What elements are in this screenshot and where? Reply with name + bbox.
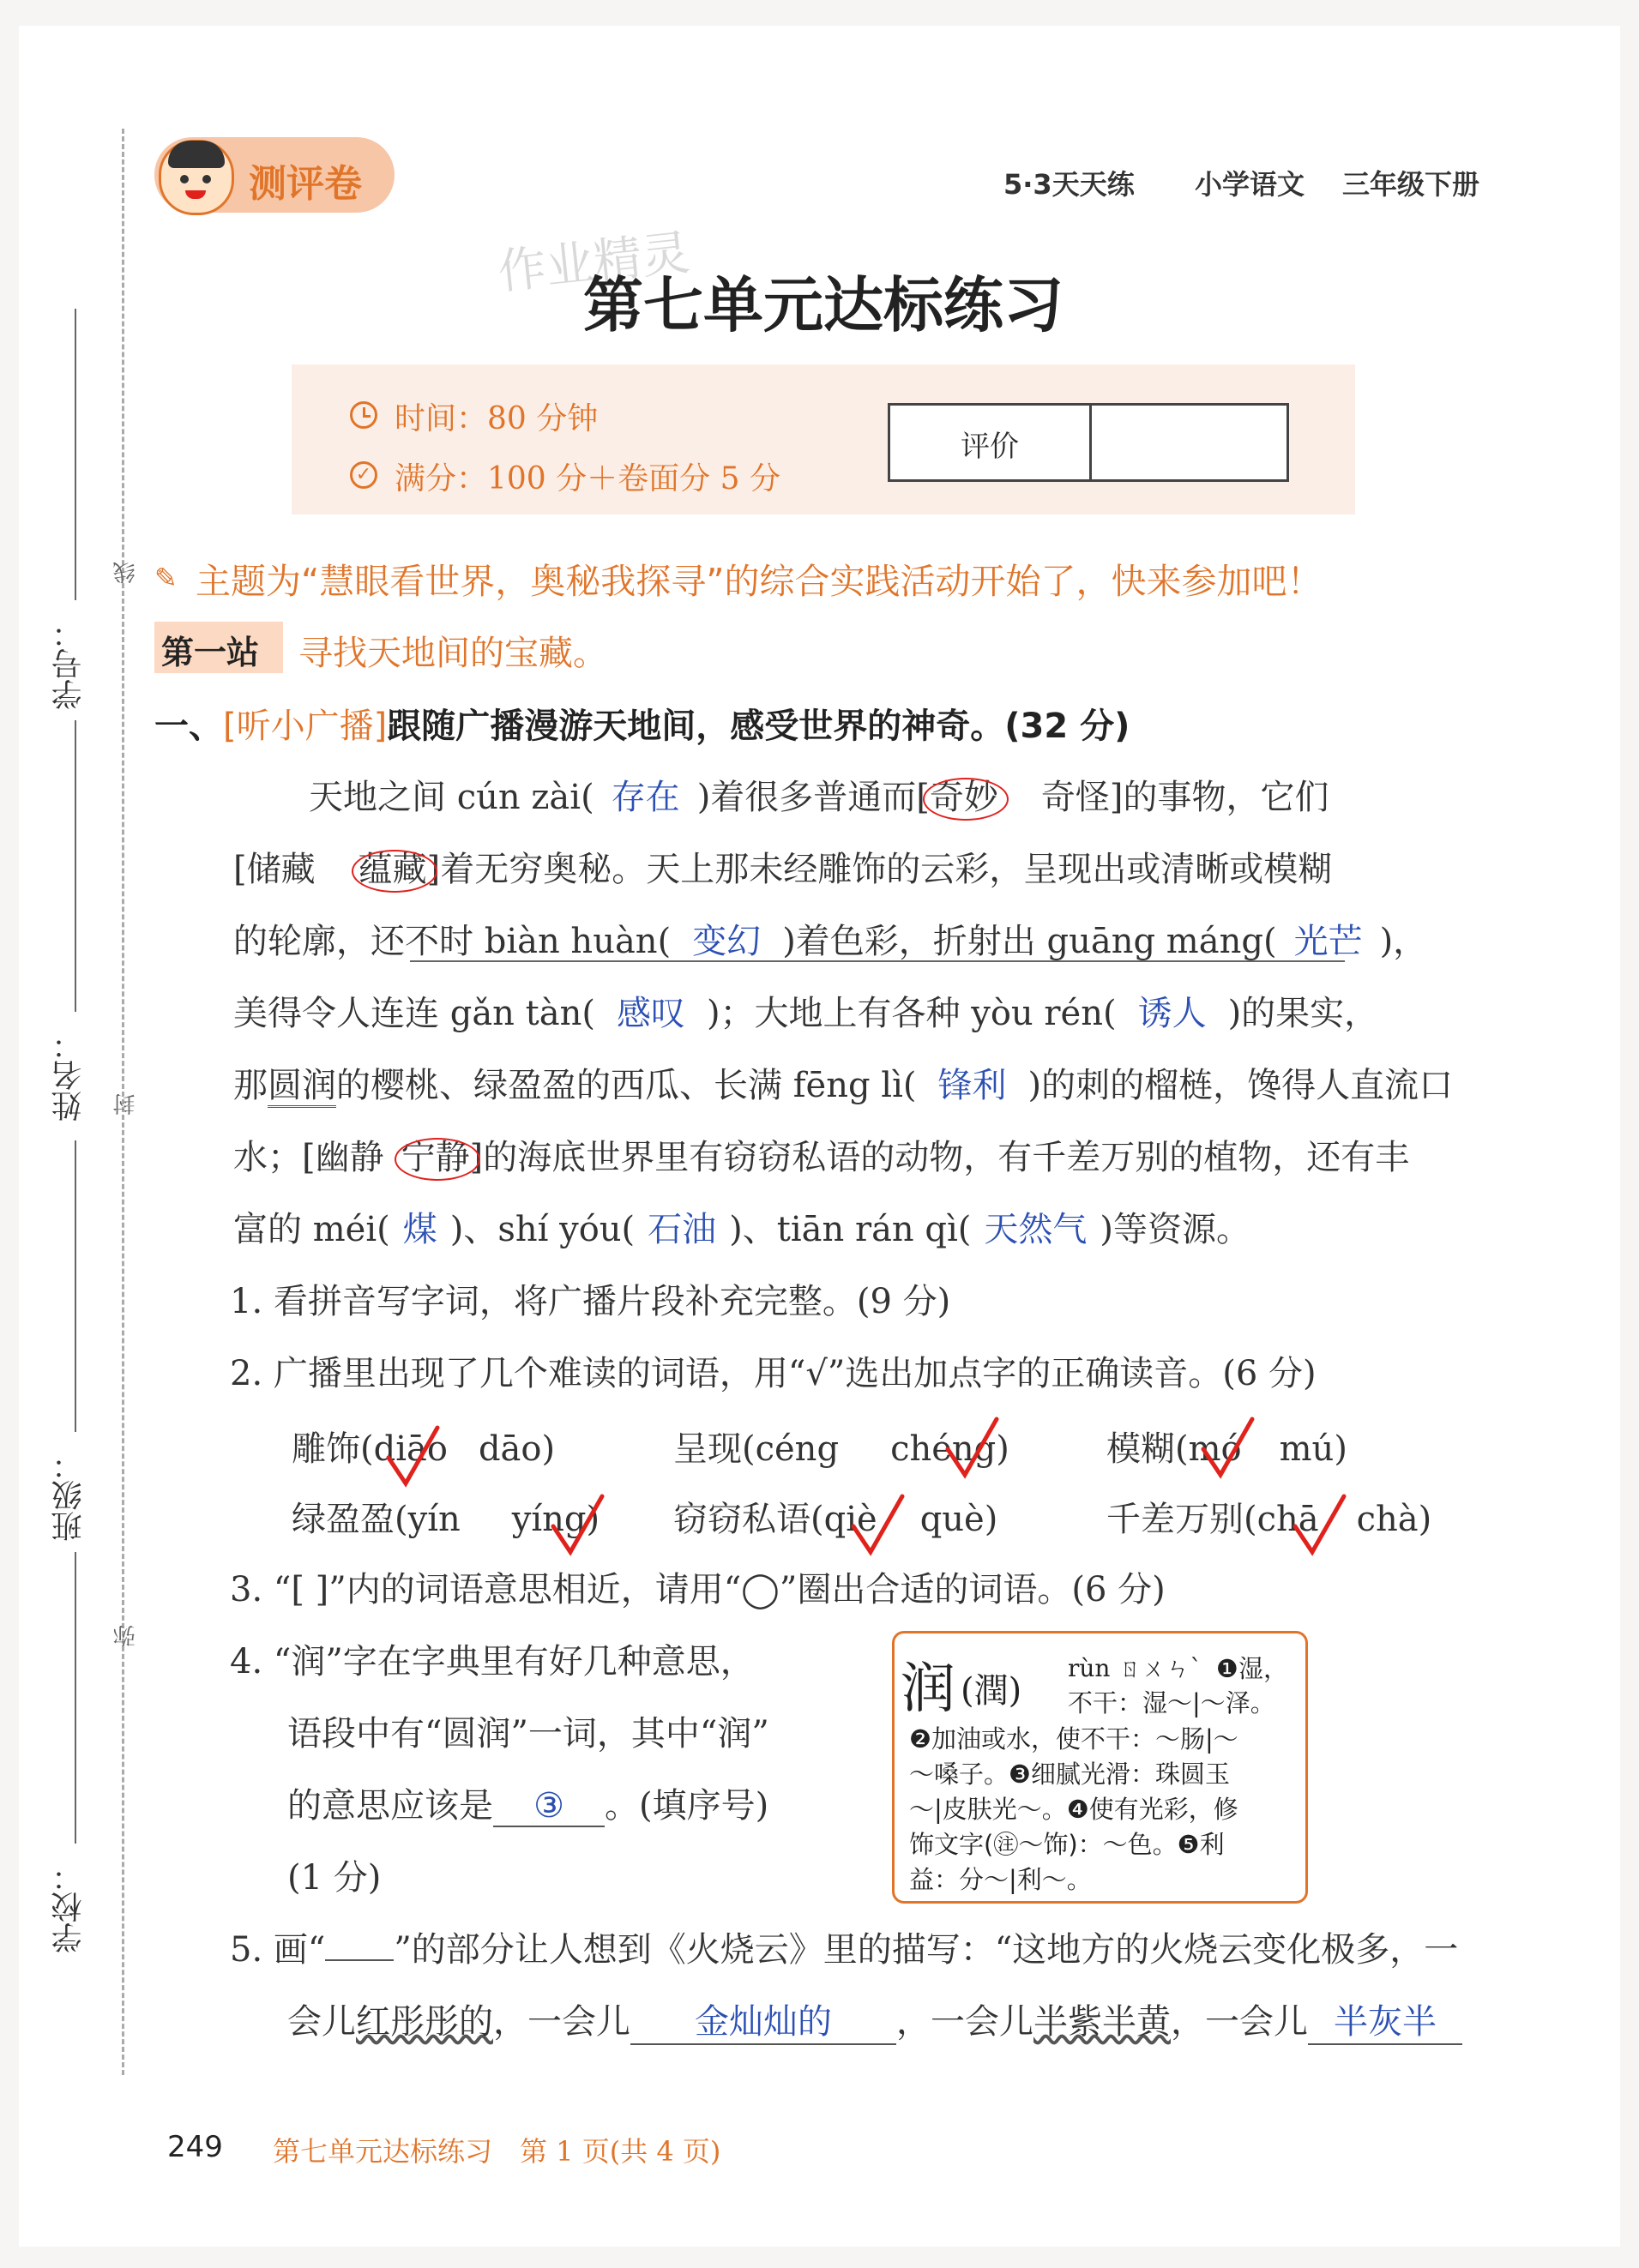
option-ningjing[interactable]: 宁静	[401, 1138, 470, 1177]
option-cheng[interactable]: chéng	[890, 1429, 997, 1469]
option-cha1[interactable]: chā	[1256, 1500, 1319, 1539]
passage-line-7: 富的 méi( 煤 )、shí yóu( 石油 )、tiān rán qì( 天然气 )等资源。	[233, 1202, 1250, 1251]
red-circle-mark	[923, 778, 1009, 821]
option-youjing[interactable]: 幽静	[315, 1138, 384, 1177]
question-1: 1. 看拼音写字词，将广播片段补充完整。(9 分)	[230, 1282, 951, 1321]
q2-item-mohu: 模糊(mó mú)	[1106, 1429, 1347, 1469]
station-text: 寻找天地间的宝藏。	[298, 634, 607, 673]
passage-line-2: [储藏 蕴藏 ]着无穷奥秘。天上那未经雕饰的云彩，呈现出或清晰或模糊	[233, 842, 1332, 891]
section1-heading: 一、[听小广播]跟随广播漫游天地间，感受世界的神奇。(32 分)	[154, 707, 1130, 746]
dict-line-3: ❷加油或水，使不干：～肠|～	[909, 1724, 1238, 1754]
red-circle-mark	[352, 850, 437, 893]
class-field	[75, 1140, 76, 1432]
header-grade: 三年级下册	[1342, 168, 1480, 201]
evaluation-box	[888, 403, 1289, 482]
red-check-icon	[384, 1423, 444, 1492]
answer-fengli: 锋利	[937, 1066, 1007, 1105]
q2-item-qianchawanbie: 千差万别(chā chà)	[1106, 1500, 1432, 1539]
station-label: 第一站	[161, 634, 260, 671]
answer-gantan: 感叹	[616, 994, 685, 1033]
dict-line-4: ～嗓子。❸细腻光滑：珠圆玉	[909, 1760, 1230, 1789]
option-cha4[interactable]: chà	[1356, 1500, 1419, 1539]
q2-item-chengxian: 呈现(céng chéng)	[673, 1429, 1009, 1469]
dict-pinyin: rùn ㄖㄨㄣˋ	[1068, 1654, 1202, 1682]
footer-text: 第七单元达标练习 第 1 页(共 4 页)	[273, 2135, 721, 2168]
binding-mark-seal2: 弥	[113, 1625, 139, 1647]
school-label: 学校：	[51, 1861, 87, 1953]
theme-icon: ✎	[154, 562, 178, 594]
option-dao[interactable]: dāo	[478, 1429, 542, 1469]
header-subject: 小学语文	[1195, 168, 1305, 201]
dict-char: 润	[901, 1657, 955, 1721]
theme-text: 主题为“慧眼看世界，奥秘我探寻”的综合实践活动开始了，快来参加吧！	[196, 561, 1323, 602]
dict-line-2: 不干：湿～|～泽。	[1068, 1688, 1275, 1718]
school-field	[75, 1552, 76, 1844]
page-number: 249	[167, 2130, 223, 2164]
mascot-icon	[159, 140, 234, 215]
answer-banhuiban[interactable]: 半灰半	[1308, 1994, 1462, 2045]
answer-q4[interactable]: ③	[493, 1786, 605, 1827]
binding-mark-line: 线	[113, 562, 139, 584]
red-check-icon	[849, 1492, 909, 1561]
name-label: 姓名：	[51, 1029, 87, 1122]
badge-label: 测评卷	[249, 162, 362, 206]
option-qimiao[interactable]: 奇妙	[930, 778, 998, 817]
question-3: 3. “[ ]”内的词语意思相近，请用“◯”圈出合适的词语。(6 分)	[230, 1570, 1166, 1609]
header-book: 5·3天天练	[1003, 168, 1135, 201]
option-diao[interactable]: diāo	[373, 1429, 448, 1469]
class-label: 班级：	[51, 1449, 87, 1542]
option-qiguai[interactable]: 奇怪	[1040, 778, 1110, 817]
wavy-banzibanhuang: 半紫半黄	[1033, 2002, 1171, 2042]
answer-tianranqi: 天然气	[984, 1210, 1088, 1249]
wavy-hongtongtong: 红彤彤的	[356, 2002, 493, 2042]
time-limit: 时间：80 分钟	[395, 401, 599, 436]
question-4-line-2: 语段中有“圆润”一词，其中“润”	[287, 1714, 769, 1754]
question-4-line-1: 4. “润”字在字典里有好几种意思，	[230, 1642, 755, 1681]
option-ceng[interactable]: céng	[755, 1429, 840, 1469]
page-title: 第七单元达标练习	[583, 269, 1064, 340]
question-5-line-2: 会儿红彤彤的，一会儿 金灿灿的 ，一会儿半紫半黄，一会儿 半灰半	[287, 1994, 1462, 2045]
q2-item-qieqiesiyu: 窃窃私语(qiè què)	[673, 1500, 998, 1539]
answer-guangmang: 光芒	[1293, 922, 1363, 961]
dict-line-6: 饰文字(㊟～饰)：～色。❺利	[909, 1830, 1225, 1859]
underlined-yuanrun: 圆润	[268, 1066, 336, 1108]
answer-shiyou: 石油	[648, 1210, 717, 1249]
student-no-label: 学号：	[51, 617, 87, 710]
dict-line-1: ❶湿，	[1216, 1654, 1288, 1683]
q2-item-diaoshi: 雕饰(diāo dāo)	[292, 1429, 556, 1469]
answer-cunzai: 存在	[611, 778, 680, 817]
red-check-icon	[1291, 1492, 1351, 1561]
q2-item-lvyingying: 绿盈盈(yín yíng)	[292, 1500, 600, 1539]
question-5-line-1: 5. 画“ ”的部分让人想到《火烧云》里的描写：“这地方的火烧云变化极多，一	[230, 1930, 1459, 1970]
check-icon: ✓	[350, 461, 377, 489]
evaluation-label: 评价	[961, 430, 1019, 464]
option-que[interactable]: què	[919, 1500, 985, 1539]
question-4-line-4: (1 分)	[287, 1858, 382, 1898]
question-4-line-3: 的意思应该是 ③ 。(填序号)	[287, 1786, 769, 1826]
dict-line-7: 益：分～|利～。	[909, 1865, 1092, 1894]
passage-line-5: 那圆润的樱桃、绿盈盈的西瓜、长满 fēng lì( 锋利 )的刺的榴梿，馋得人直流口	[233, 1058, 1453, 1107]
underline-phrase	[410, 960, 1345, 962]
student-no-field	[75, 309, 76, 600]
red-check-icon	[549, 1492, 609, 1561]
full-score: 满分：100 分＋卷面分 5 分	[395, 461, 780, 496]
question-2: 2. 广播里出现了几个难读的词语，用“√”选出加点字的正确读音。(6 分)	[230, 1354, 1317, 1393]
watermark: 作业精灵	[495, 225, 693, 301]
answer-youren: 诱人	[1137, 994, 1207, 1033]
red-circle-mark	[395, 1138, 480, 1181]
answer-mei: 煤	[402, 1210, 437, 1249]
name-field	[75, 720, 76, 1012]
passage-line-4: 美得令人连连 gǎn tàn( 感叹 )；大地上有各种 yòu rén( 诱人 )的果实，	[233, 986, 1378, 1035]
answer-bianhuan: 变幻	[692, 922, 762, 961]
passage-line-3: 的轮廓，还不时 biàn huàn( 变幻 )着色彩，折射出 guāng máng( 光芒 )，	[233, 914, 1427, 963]
dict-line-5: ～|皮肤光～。❹使有光彩，修	[909, 1795, 1238, 1824]
evaluation-field[interactable]	[1092, 406, 1286, 479]
option-mu[interactable]: mú	[1279, 1429, 1335, 1469]
option-ying[interactable]: yíng	[511, 1500, 587, 1539]
binding-mark-seal: 封	[113, 1093, 139, 1116]
passage-line-6: 水；[幽静 宁静 ]的海底世界里有窃窃私语的动物，有千差万别的植物，还有丰	[233, 1130, 1409, 1179]
red-check-icon	[1199, 1415, 1259, 1483]
dict-trad: (潤)	[961, 1671, 1022, 1711]
option-mo[interactable]: mó	[1188, 1429, 1242, 1469]
red-check-icon	[943, 1415, 1003, 1483]
passage-line-1: 天地之间 cún zài( 存在 )着很多普通而[奇妙 奇怪]的事物，它们	[309, 770, 1329, 819]
clock-icon	[350, 401, 377, 429]
option-chucang[interactable]: 储藏	[246, 850, 316, 889]
option-qie[interactable]: qiè	[823, 1500, 877, 1539]
option-yuncang[interactable]: 蕴藏	[359, 850, 427, 889]
option-yin[interactable]: yín	[407, 1500, 461, 1539]
answer-jincancan[interactable]: 金灿灿的	[630, 1994, 896, 2045]
